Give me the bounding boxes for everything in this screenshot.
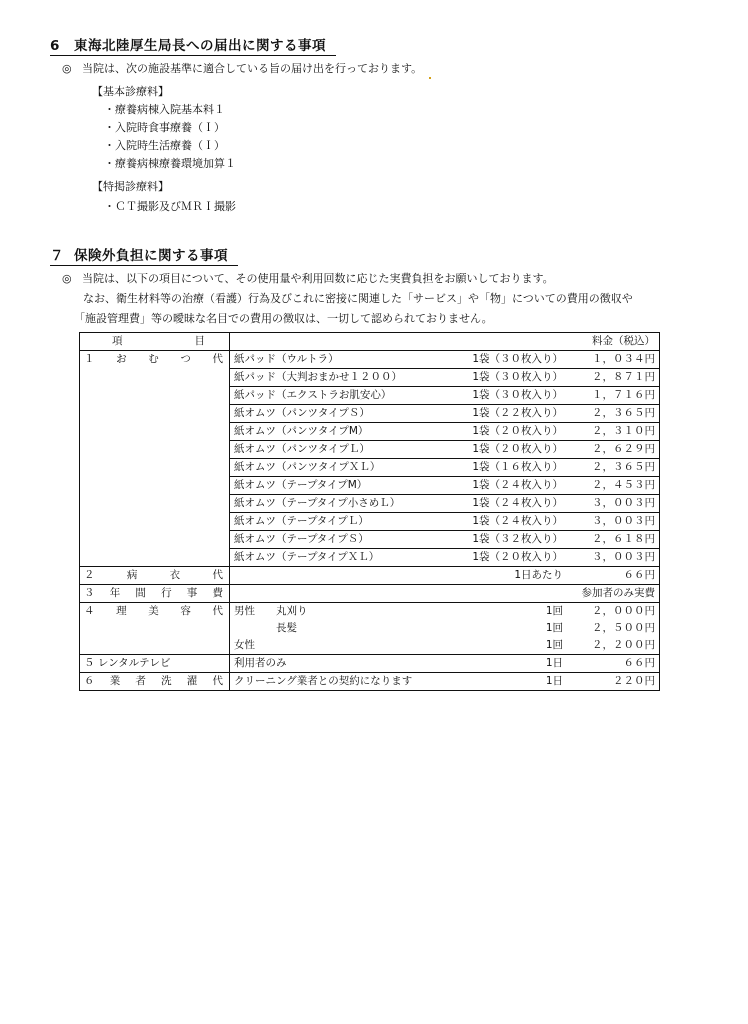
category-char: 行 xyxy=(161,587,172,599)
category-char: む xyxy=(148,353,159,365)
category-char: 美 xyxy=(148,605,159,617)
table-row xyxy=(80,351,660,369)
table-row xyxy=(80,567,660,585)
section7-title: 保険外負担に関する事項 xyxy=(74,248,228,264)
item-price: ２，０００円 xyxy=(592,605,655,617)
special-fee-header: 【特掲診療料】 xyxy=(92,180,169,193)
item-name: 紙オムツ（パンツタイプＳ） xyxy=(234,407,370,419)
diaper-detail xyxy=(230,477,660,495)
item-name: 紙オムツ（パンツタイプM） xyxy=(234,425,369,437)
category-diaper xyxy=(80,351,230,567)
section6-note xyxy=(62,60,422,76)
category-char: １ xyxy=(84,353,95,365)
section6-heading xyxy=(50,34,336,56)
item-name: 紙パッド（大判おまかせ１２００） xyxy=(234,371,402,383)
category-char: ２ xyxy=(84,569,95,581)
basic-fee-header: 【基本診療料】 xyxy=(92,85,169,98)
basic-fee-item: ・入院時生活療養（Ｉ） xyxy=(104,139,225,152)
item-unit: 1回 xyxy=(545,605,563,617)
section7-note-3: 「施設管理費」等の曖昧な名目での費用の徴収は、一切して認められておりません。 xyxy=(74,312,493,325)
item-name: 紙オムツ（パンツタイプＬ） xyxy=(234,443,370,455)
item-price: １，７１６円 xyxy=(592,389,655,401)
item-unit: 1日 xyxy=(545,657,563,669)
category-char: 洗 xyxy=(161,675,172,687)
category-char: 理 xyxy=(116,605,127,617)
category-events xyxy=(80,585,230,603)
section6-note-text: 当院は、次の施設基準に適合している旨の届け出を行っております。 xyxy=(82,62,423,75)
item-unit: 1袋（２４枚入り） xyxy=(472,479,563,491)
item-name: クリーニング業者との契約になります xyxy=(234,675,413,687)
item-unit: 1日あたり xyxy=(514,569,563,581)
item-price: ６６円 xyxy=(623,569,655,581)
stray-dot xyxy=(429,77,431,79)
header-item-char: 目 xyxy=(194,335,205,347)
section7-note-1 xyxy=(62,270,554,286)
item-unit: 1日 xyxy=(545,675,563,687)
item-price: ６６円 xyxy=(623,657,655,669)
item-name: 紙オムツ（テープタイプＳ） xyxy=(234,533,369,545)
table-row xyxy=(80,585,660,603)
basic-fee-item: ・入院時食事療養（Ｉ） xyxy=(104,121,225,134)
item-name: 女性 xyxy=(234,639,255,651)
category-char: ６ xyxy=(84,675,95,687)
category-char: つ xyxy=(180,353,191,365)
item-name: 紙オムツ（テープタイプＸＬ） xyxy=(234,551,380,563)
category-char: 業 xyxy=(109,675,121,687)
item-unit: 1袋（２０枚入り） xyxy=(472,425,563,437)
events-fee: 参加者のみ実費 xyxy=(230,585,660,603)
item-price: ２，３６５円 xyxy=(592,461,655,473)
item-unit: 1袋（２２枚入り） xyxy=(472,407,563,419)
category-char: お xyxy=(116,353,127,365)
category-char: ３ xyxy=(84,587,95,599)
item-price: ３，００３円 xyxy=(592,515,655,527)
item-name: 紙パッド（エクストラお肌安心） xyxy=(234,389,392,401)
double-circle-icon: ◎ xyxy=(62,62,72,75)
category-char: 者 xyxy=(135,675,146,687)
item-price: ２，８７１円 xyxy=(592,371,655,383)
laundry-detail xyxy=(230,673,660,691)
diaper-detail xyxy=(230,549,660,567)
category-char: 代 xyxy=(212,353,223,365)
category-laundry xyxy=(80,673,230,691)
barber-detail xyxy=(230,620,660,637)
basic-fee-item: ・療養病棟療養環境加算１ xyxy=(104,157,236,170)
section7-note-2: なお、衛生材料等の治療（看護）行為及びこれに密接に関連した「サービス」や「物」についての費用の徴収や xyxy=(83,292,633,305)
item-unit: 1袋（３２枚入り） xyxy=(472,533,563,545)
category-char: 濯 xyxy=(186,675,198,687)
item-name: 紙オムツ（パンツタイプＸＬ） xyxy=(234,461,381,473)
item-name: 男性 xyxy=(234,605,255,617)
category-char: 年 xyxy=(109,587,121,599)
item-sub: 長髪 xyxy=(276,622,297,634)
gown-detail xyxy=(230,567,660,585)
category-tv: ５ レンタルテレビ xyxy=(80,655,230,673)
barber-detail xyxy=(230,603,660,621)
table-row xyxy=(80,673,660,691)
item-price: ２，６１８円 xyxy=(592,533,655,545)
item-name: 利用者のみ xyxy=(234,657,287,669)
category-gown xyxy=(80,567,230,585)
table-row xyxy=(80,655,660,673)
category-char: 代 xyxy=(212,605,223,617)
item-unit: 1袋（２４枚入り） xyxy=(472,515,563,527)
item-unit: 1回 xyxy=(545,622,563,634)
item-sub: 丸刈り xyxy=(276,605,308,617)
category-char: 事 xyxy=(186,587,198,599)
item-price: ２，４５３円 xyxy=(592,479,655,491)
section7-note-text-1: 当院は、以下の項目について、その使用量や利用回数に応じた実費負担をお願いしております。 xyxy=(82,272,554,285)
fee-table xyxy=(79,332,660,691)
section6-title: 東海北陸厚生局長への届出に関する事項 xyxy=(74,38,326,54)
section6-number: 6 xyxy=(50,38,60,54)
barber-detail xyxy=(230,637,660,655)
diaper-detail xyxy=(230,495,660,513)
diaper-detail xyxy=(230,513,660,531)
diaper-detail xyxy=(230,405,660,423)
category-char: 代 xyxy=(212,569,223,581)
section7-number: ７ xyxy=(50,248,64,264)
item-unit: 1袋（１６枚入り） xyxy=(472,461,563,473)
diaper-detail xyxy=(230,423,660,441)
item-unit: 1袋（３０枚入り） xyxy=(472,371,563,383)
category-barber xyxy=(80,603,230,655)
item-unit: 1袋（２０枚入り） xyxy=(472,551,563,563)
diaper-detail xyxy=(230,459,660,477)
item-price: ２，６２９円 xyxy=(592,443,655,455)
item-price: ２，３１０円 xyxy=(592,425,655,437)
category-char: 代 xyxy=(212,675,223,687)
section7-heading xyxy=(50,244,238,266)
item-name: 紙オムツ（テープタイプＬ） xyxy=(234,515,369,527)
item-unit: 1袋（３０枚入り） xyxy=(472,389,563,401)
table-header-row xyxy=(80,333,660,351)
header-item-char: 項 xyxy=(112,335,123,347)
item-unit: 1袋（２０枚入り） xyxy=(472,443,563,455)
header-item xyxy=(80,333,230,351)
diaper-detail xyxy=(230,351,660,369)
table-row xyxy=(80,603,660,621)
item-price: ３，００３円 xyxy=(592,497,655,509)
header-fee: 料金（税込） xyxy=(230,333,660,351)
category-char: 衣 xyxy=(169,569,181,581)
item-name: 紙オムツ（テープタイプ小さめＬ） xyxy=(234,497,401,509)
category-char: 病 xyxy=(126,569,138,581)
diaper-detail xyxy=(230,441,660,459)
double-circle-icon: ◎ xyxy=(62,272,72,285)
item-name: 紙パッド（ウルトラ） xyxy=(234,353,339,365)
item-price: ２，５００円 xyxy=(592,622,655,634)
category-char: 間 xyxy=(135,587,146,599)
item-unit: 1回 xyxy=(545,639,563,651)
diaper-detail xyxy=(230,369,660,387)
basic-fee-item: ・療養病棟入院基本料１ xyxy=(104,103,225,116)
item-name: 紙オムツ（テープタイプM） xyxy=(234,479,368,491)
item-price: ２，２００円 xyxy=(592,639,655,651)
item-price: ３，００３円 xyxy=(592,551,655,563)
item-price: ２２０円 xyxy=(613,675,655,687)
item-unit: 1袋（２４枚入り） xyxy=(472,497,563,509)
diaper-detail xyxy=(230,531,660,549)
special-fee-item: ・ＣＴ撮影及びＭＲＩ撮影 xyxy=(104,200,236,213)
category-char: 容 xyxy=(180,605,191,617)
item-unit: 1袋（３０枚入り） xyxy=(472,353,563,365)
category-char: ４ xyxy=(84,605,95,617)
category-char: 費 xyxy=(212,587,223,599)
item-price: ２，３６５円 xyxy=(592,407,655,419)
diaper-detail xyxy=(230,387,660,405)
tv-detail xyxy=(230,655,660,673)
item-price: １，０３４円 xyxy=(592,353,655,365)
